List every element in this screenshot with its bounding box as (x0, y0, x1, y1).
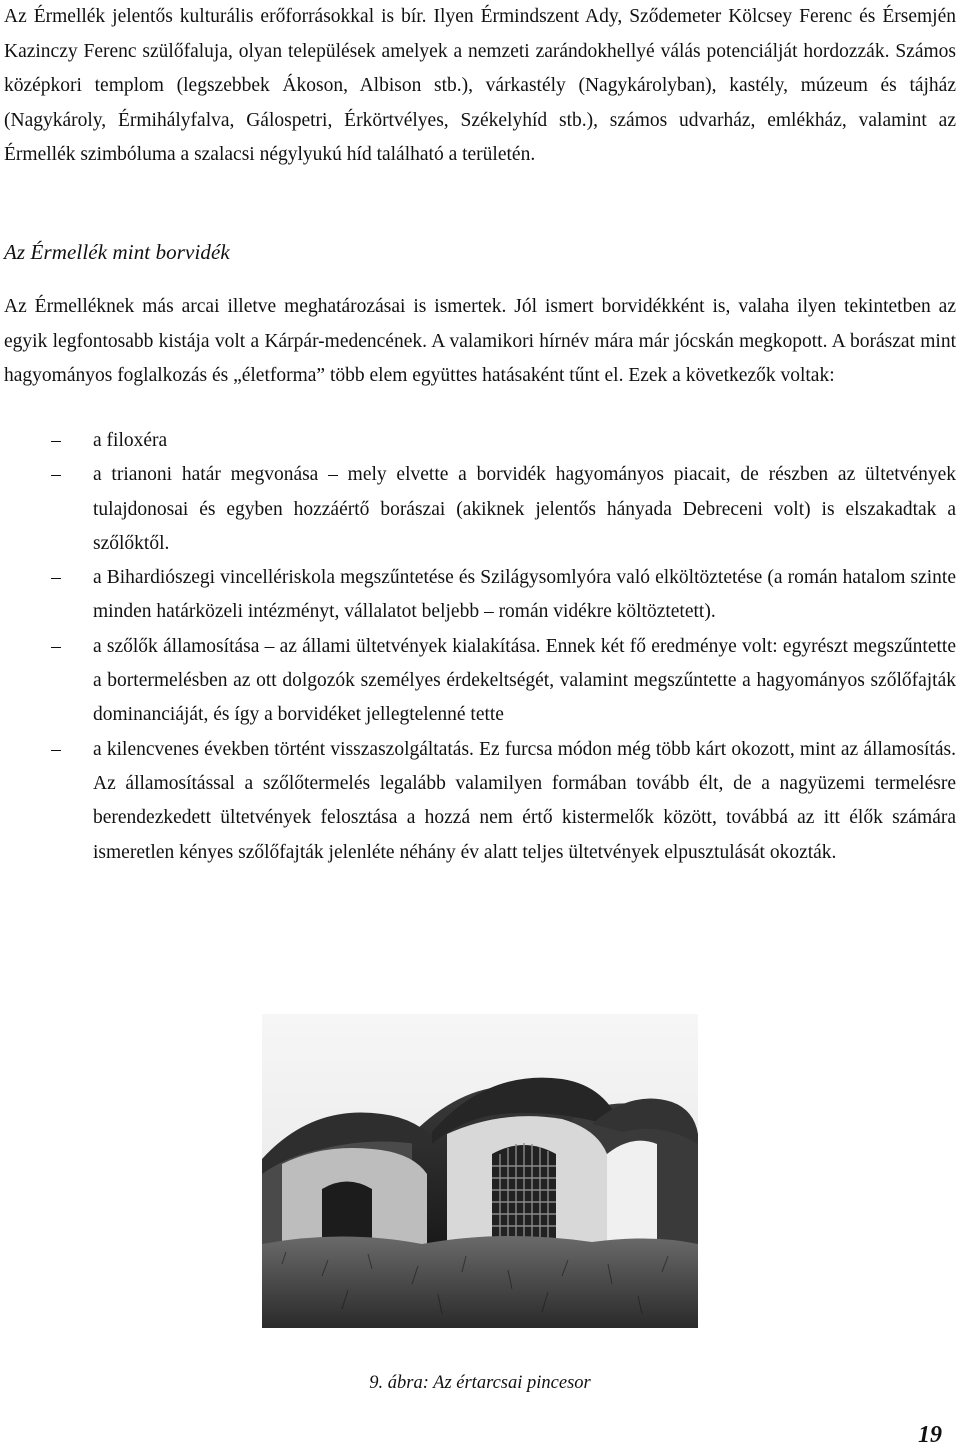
list-item (4, 424, 956, 458)
page-number: 19 (918, 1422, 942, 1448)
list-item-text: a kilencvenes években történt visszaszolgáltatás. Ez furcsa módon még több kárt okozott, mint az államosítás. Az államosítással a szőlőtermelés legalább valamilyen formában tovább élt, de a nagyüzemi termelésre berendezkedett ültetvények felosztása a hozzá nem értő kistermelők között, továbbá az itt élők számára ismeretlen kényes szőlőfajták jelenléte néhány év alatt teljes ültetvények elpusztulását okozták. (93, 738, 956, 863)
list-dash: – (51, 567, 61, 589)
list-item (4, 733, 956, 870)
list-dash: – (51, 464, 61, 486)
causes-list (4, 424, 956, 870)
list-item-text: a szőlők államosítása – az állami ültetvények kialakítása. Ennek két fő eredménye volt: egyrészt megszűntette a bortermelésben az ott dolgozók személyes érdekeltségét, valamint megszűntette a hagyományos szőlőfajták dominanciáját, és így a borvidéket jellegtelenné tette (93, 635, 956, 726)
list-item (4, 458, 956, 561)
list-item-text: a filoxéra (93, 430, 168, 451)
list-dash: – (51, 738, 61, 760)
wine-cellar-photo (262, 1014, 698, 1328)
figure-caption: 9. ábra: Az értarcsai pincesor (369, 1373, 591, 1393)
list-item-text: a trianoni határ megvonása – mely elvette a borvidék hagyományos piacait, de részben az ültetvények tulajdonosai és egyben hozzáértő borászai (akiknek jelentős hányada Debreceni volt) is elszakadtak a szőlőktől. (93, 464, 956, 554)
section-paragraph: Az Érmelléknek más arcai illetve meghatározásai is ismertek. Jól ismert borvidékként is, valaha ilyen tekintetben az egyik legfontosabb kistája volt a Kárpár-medencének. A valamikori hírnév mára már jócskán megkopott. A borászat mint hagyományos foglalkozás és „életforma” több elem együttes hatásaként tűnt el. Ezek a következők voltak: (4, 296, 956, 386)
list-dash: – (51, 635, 61, 657)
list-item (4, 630, 956, 733)
section-heading: Az Érmellék mint borvidék (4, 240, 230, 264)
list-dash: – (51, 430, 61, 451)
intro-paragraph: Az Érmellék jelentős kulturális erőforrásokkal is bír. Ilyen Érmindszent Ady, Sződemeter Kölcsey Ferenc és Érsemjén Kazinczy Ferenc szülőfaluja, olyan települések amelyek a nemzeti zarándokhellyé válás potenciálját hordozzák. Számos középkori templom (legszebbek Ákoson, Albison stb.), várkastély (Nagykárolyban), kastély, múzeum és tájház (Nagykároly, Érmihályfalva, Gálospetri, Érkörtvélyes, Székelyhíd stb.), számos udvarház, emlékház, valamint az Érmellék szimbóluma a szalacsi négylyukú híd található a területén. (4, 6, 956, 165)
list-item (4, 561, 956, 630)
list-item-text: a Bihardiószegi vincellériskola megszűntetése és Szilágysomlyóra való elköltöztetése (a román hatalom szinte minden határközeli intézményt, vállalatot beljebb – román vidékre költöztetett). (93, 567, 956, 623)
